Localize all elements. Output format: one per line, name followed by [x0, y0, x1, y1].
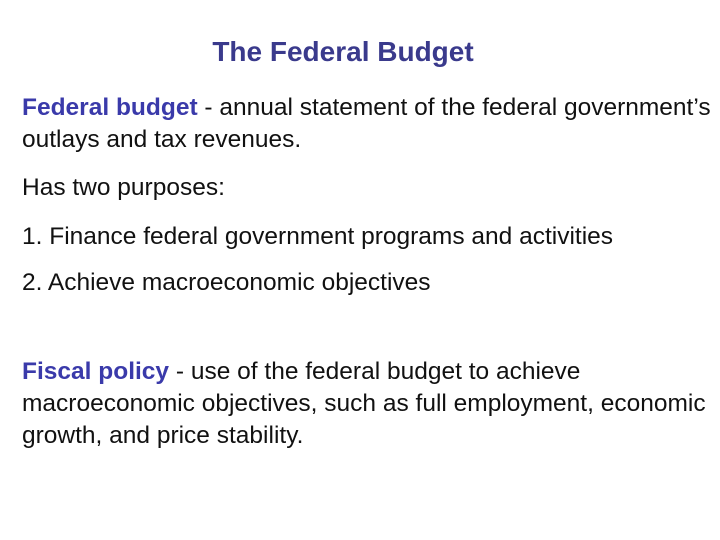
slide-title: The Federal Budget — [212, 36, 474, 67]
fiscal-policy-term: Fiscal policy — [22, 358, 170, 385]
federal-budget-definition — [22, 92, 712, 156]
purpose-item-2: 2. Achieve macroeconomic objectives — [22, 269, 431, 296]
fiscal-policy-definition-text: - use of the federal budget to achieve macroeconomic objectives, such as full employment, economic growth, and price stability. — [22, 358, 706, 449]
purpose-item-1: 1. Finance federal government programs and activities — [22, 223, 614, 250]
purposes-intro: Has two purposes: — [22, 174, 225, 201]
federal-budget-term: Federal budget — [22, 94, 198, 121]
fiscal-policy-definition — [22, 356, 712, 452]
federal-budget-definition-text: - annual statement of the federal government’s outlays and tax revenues. — [22, 94, 711, 153]
